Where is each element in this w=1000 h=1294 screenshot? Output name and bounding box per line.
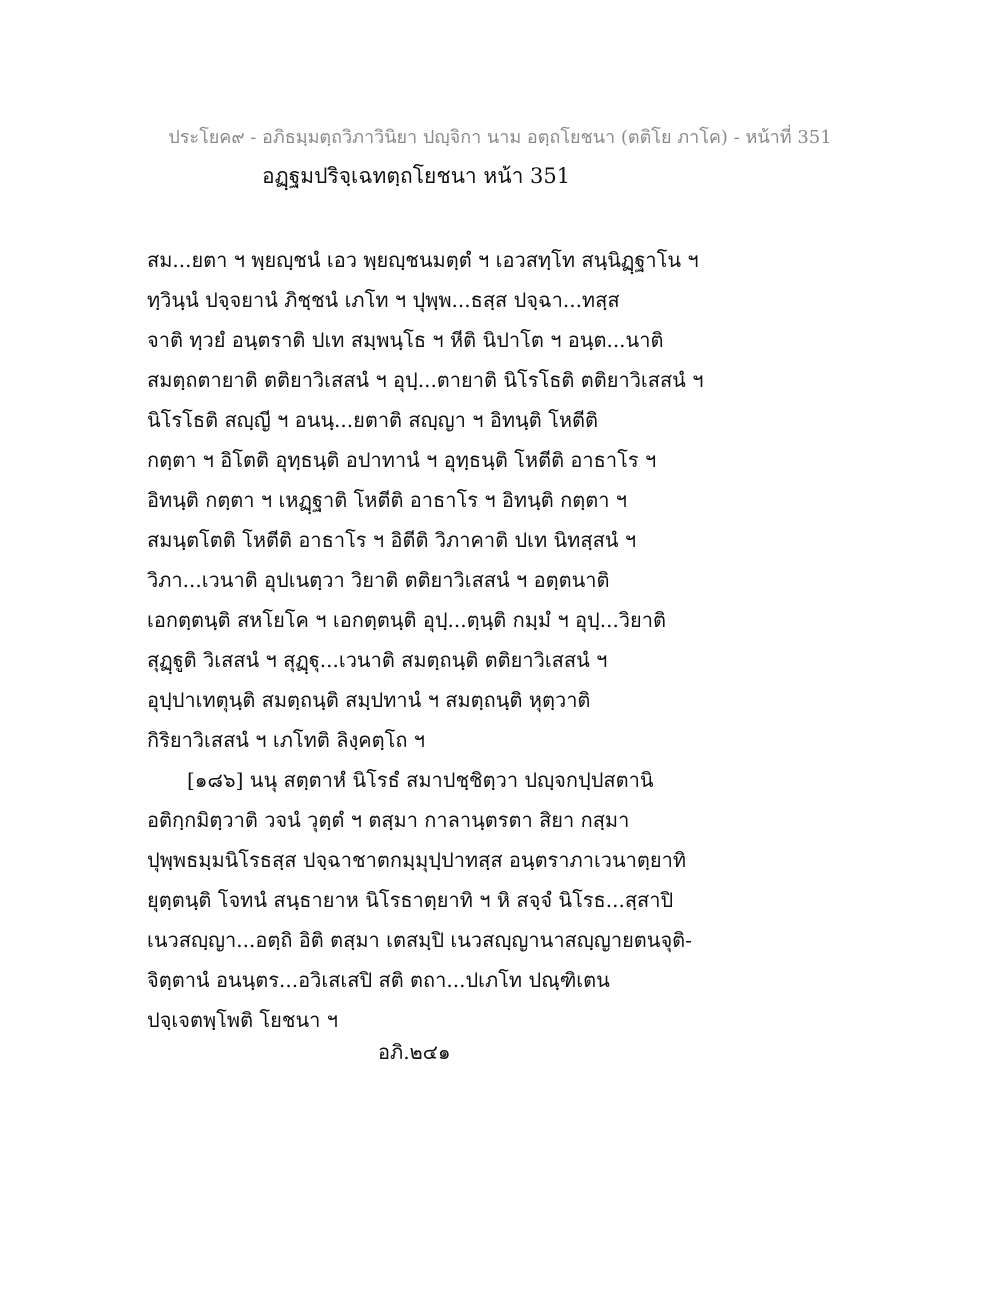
page-reference: อภิ.๒๔๑	[378, 1040, 451, 1064]
text-line: ทฺวินฺนํ ปจฺจยานํ ภิชฺชนํ เภโท ฯ ปุพฺพ...ธสฺส ปจฺฉา...ทสฺส	[147, 288, 620, 312]
text-line: วิภา...เวนาติ อุปเนตฺวา วิยาติ ตติยาวิเสสนํ ฯ อตฺตนาติ	[147, 568, 610, 592]
page-title: อฏฺฐมปริจฺเฉทตฺถโยชนา หน้า 351	[262, 164, 571, 188]
text-line: ปุพฺพธมฺมนิโรธสฺส ปจฺฉาชาตกมฺมุปฺปาทสฺส อนฺตราภาเวนาตฺยาทิ	[147, 848, 687, 872]
text-line: กตฺตา ฯ อิโตติ อุทฺธนฺติ อปาทานํ ฯ อุทฺธนฺติ โหตีติ อาธาโร ฯ	[147, 448, 657, 472]
text-line: นิโรโธติ สญฺญี ฯ อนนฺ...ยตาติ สญฺญา ฯ อิทนฺติ โหตีติ	[147, 408, 598, 432]
text-line: อิทนฺติ กตฺตา ฯ เหฏฺฐาติ โหตีติ อาธาโร ฯ อิทนฺติ กตฺตา ฯ	[147, 488, 628, 512]
text-line: อติกฺกมิตฺวาติ วจนํ วุตฺตํ ฯ ตสฺมา กาลานฺตรตา สิยา กสฺมา	[147, 808, 630, 832]
running-header: ประโยค๙ - อภิธมฺมตฺถวิภาวินิยา ปญฺจิกา นาม อตฺถโยชนา (ตติโย ภาโค) - หน้าที่ 351	[168, 127, 832, 148]
text-line: สมนฺตโตติ โหตีติ อาธาโร ฯ อิตีติ วิภาคาติ ปเท นิทสฺสนํ ฯ	[147, 528, 637, 552]
text-line: อุปฺปาเทตุนฺติ สมตฺถนฺติ สมฺปทานํ ฯ สมตฺถนฺติ หุตฺวาติ	[147, 688, 591, 712]
text-line: กิริยาวิเสสนํ ฯ เภโทติ ลิงฺคตฺโถ ฯ	[147, 728, 426, 752]
text-line: สม...ยตา ฯ พฺยญฺชนํ เอว พฺยญฺชนมตฺตํ ฯ เอวสทฺโท สนฺนิฏฺฐาโน ฯ	[147, 248, 699, 272]
text-line: สมตฺถตายาติ ตติยาวิเสสนํ ฯ อุปฺ...ตายาติ นิโรโธติ ตติยาวิเสสนํ ฯ	[147, 368, 704, 392]
text-line: เอกตฺตนฺติ สหโยโค ฯ เอกตฺตนฺติ อุปฺ...ตฺนฺติ กมฺมํ ฯ อุปฺ...วิยาติ	[147, 608, 666, 632]
text-line: ยุตฺตนฺติ โจทนํ สนฺธายาห นิโรธาตฺยาทิ ฯ หิ สจฺจํ นิโรธ...สฺสาปิ	[147, 888, 674, 912]
text-line: จาติ ทฺวยํ อนฺตราติ ปเท สมฺพนฺโธ ฯ หีติ นิปาโต ฯ อนฺต...นาติ	[147, 328, 664, 352]
text-line: เนวสญฺญา...อตฺถิ อิติ ตสฺมา เตสมฺปิ เนวสญฺญานาสญฺญายตนจุติ-	[147, 928, 692, 952]
text-line: ปจฺเจตพฺโพติ โยชนา ฯ	[147, 1008, 338, 1032]
text-line: จิตฺตานํ อนนฺตร...อวิเสเสปิ สติ ตถา...ปเภโท ปณฺฑิเตน	[147, 968, 610, 992]
text-line: สุฏฺฐูติ วิเสสนํ ฯ สุฏฺฐุ...เวนาติ สมตฺถนฺติ ตติยาวิเสสนํ ฯ	[147, 648, 608, 672]
body-text	[147, 240, 867, 1040]
paragraph-first-line: [๑๘๖] นนุ สตฺตาหํ นิโรธํ สมาปชฺชิตฺวา ปญฺจกปฺปสตานิ	[187, 768, 654, 792]
